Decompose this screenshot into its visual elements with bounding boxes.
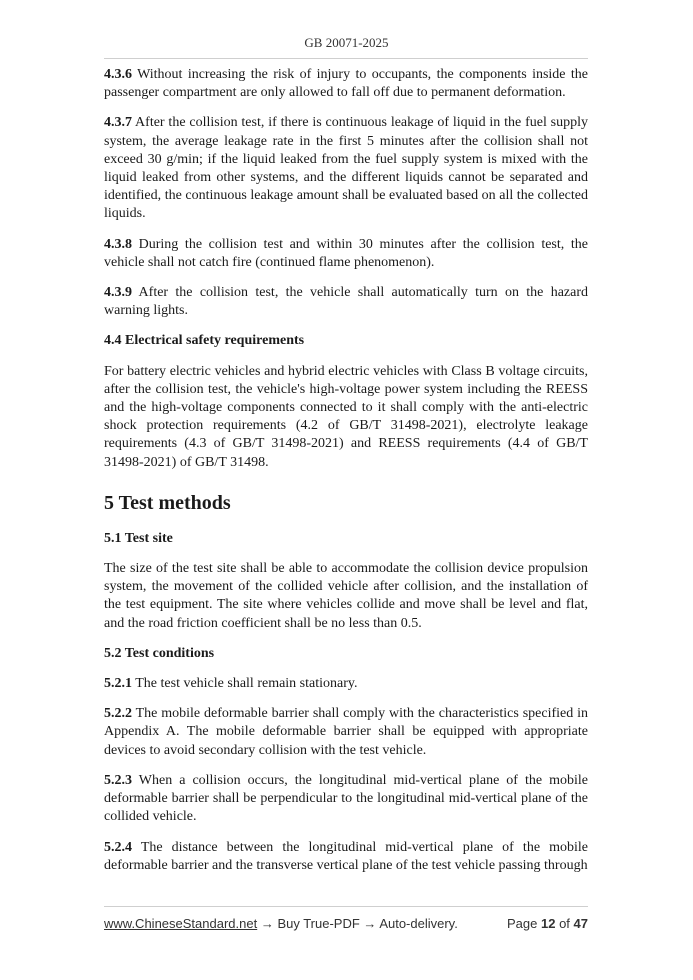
footer-links [104, 916, 458, 931]
clause-text: After the collision test, if there is continuous leakage of liquid in the fuel supply system, the average leakage rate in the first 5 minutes after the collision shall not exceed 30 g/min; if the liquid leaked from the fuel supply system is mixed with the liquid leaked from other systems, and the different liquids cannot be separated and identified, the continuous leakage amount shall be evaluated based on all the collected liquids. [104, 115, 588, 222]
clause-5-2-3 [104, 772, 588, 827]
section-heading-5-1: 5.1 Test site [104, 530, 173, 546]
clause-5-2-2 [104, 705, 588, 760]
page-label: Page [507, 916, 541, 931]
clause-text: When a collision occurs, the longitudinal mid-vertical plane of the mobile deformable barrier shall be perpendicular to the longitudinal mid-vertical plane of the collided vehicle. [104, 772, 588, 825]
clause-number: 4.3.8 [104, 236, 132, 252]
page-header [0, 35, 693, 55]
clause-text: Without increasing the risk of injury to occupants, the components inside the passenger compartment are only allowed to fall off due to permanent deformation. [104, 67, 588, 101]
section-heading-5-2: 5.2 Test conditions [104, 645, 215, 661]
delivery-text: Auto-delivery. [379, 916, 458, 931]
section-heading-4-4: 4.4 Electrical safety requirements [104, 333, 305, 349]
clause-5-2-4 [104, 839, 588, 875]
clause-number: 4.3.9 [104, 285, 132, 301]
footer-divider [104, 906, 588, 907]
clause-number: 4.3.7 [104, 115, 132, 131]
header-divider [104, 58, 588, 59]
clause-text: During the collision test and within 30 minutes after the collision test, the vehicle shall not catch fire (continued flame phenomenon). [104, 236, 588, 270]
clause-text: The distance between the longitudinal mid-vertical plane of the mobile deformable barrier and the transverse vertical plane of the test vehicle passing through [104, 839, 588, 873]
clause-4-3-9 [104, 284, 588, 320]
clause-number: 5.2.4 [104, 839, 132, 855]
page-body [104, 66, 588, 887]
website-link[interactable]: www.ChineseStandard.net [104, 916, 258, 931]
clause-text: After the collision test, the vehicle shall automatically turn on the hazard warning lights. [104, 285, 588, 319]
clause-5-2-1 [104, 675, 588, 693]
clause-number: 5.2.3 [104, 772, 132, 788]
current-page-number: 12 [540, 916, 556, 931]
clause-4-3-7 [104, 114, 588, 223]
page-footer [104, 916, 588, 934]
arrow-right-icon: → [257, 916, 278, 931]
clause-text: The mobile deformable barrier shall comply with the characteristics specified in Appendix A. The mobile deformable barrier shall be equipped with appropriate devices to avoid secondary collision with the test vehicle. [104, 706, 588, 758]
section-4-4-text: For battery electric vehicles and hybrid electric vehicles with Class B voltage circuits, after the collision test, the vehicle's high-voltage power system including the REESS and the high-voltage components connected to it shall comply with the anti-electric shock protection requirements (4.2 of GB/T 31498-2021), electrolyte leakage requirements (4.3 of GB/T 31498-2021) and REESS requirements (4.4 of GB/T 31498-2021) of GB/T 31498. [104, 363, 588, 470]
chapter-heading-5: 5 Test methods [104, 491, 231, 514]
doc-id: GB 20071-2025 [304, 35, 389, 50]
clause-number: 4.3.6 [104, 67, 132, 82]
clause-4-3-8 [104, 236, 588, 272]
arrow-right-icon: → [359, 916, 380, 931]
clause-text: The test vehicle shall remain stationary. [132, 676, 358, 692]
page-counter [507, 916, 588, 931]
of-label: of [555, 916, 574, 931]
buy-pdf-text: Buy True-PDF [277, 916, 360, 931]
clause-number: 5.2.1 [104, 676, 132, 692]
clause-number: 5.2.2 [104, 706, 132, 722]
clause-4-3-6 [104, 66, 588, 102]
total-pages-number: 47 [573, 916, 588, 931]
section-5-1-text: The size of the test site shall be able to accommodate the collision device propulsion system, the movement of the collided vehicle after collision, and the installation of the test equipment. The site where vehicles collide and move shall be level and flat, and the road friction coefficient shall be no less than 0.5. [104, 561, 588, 631]
